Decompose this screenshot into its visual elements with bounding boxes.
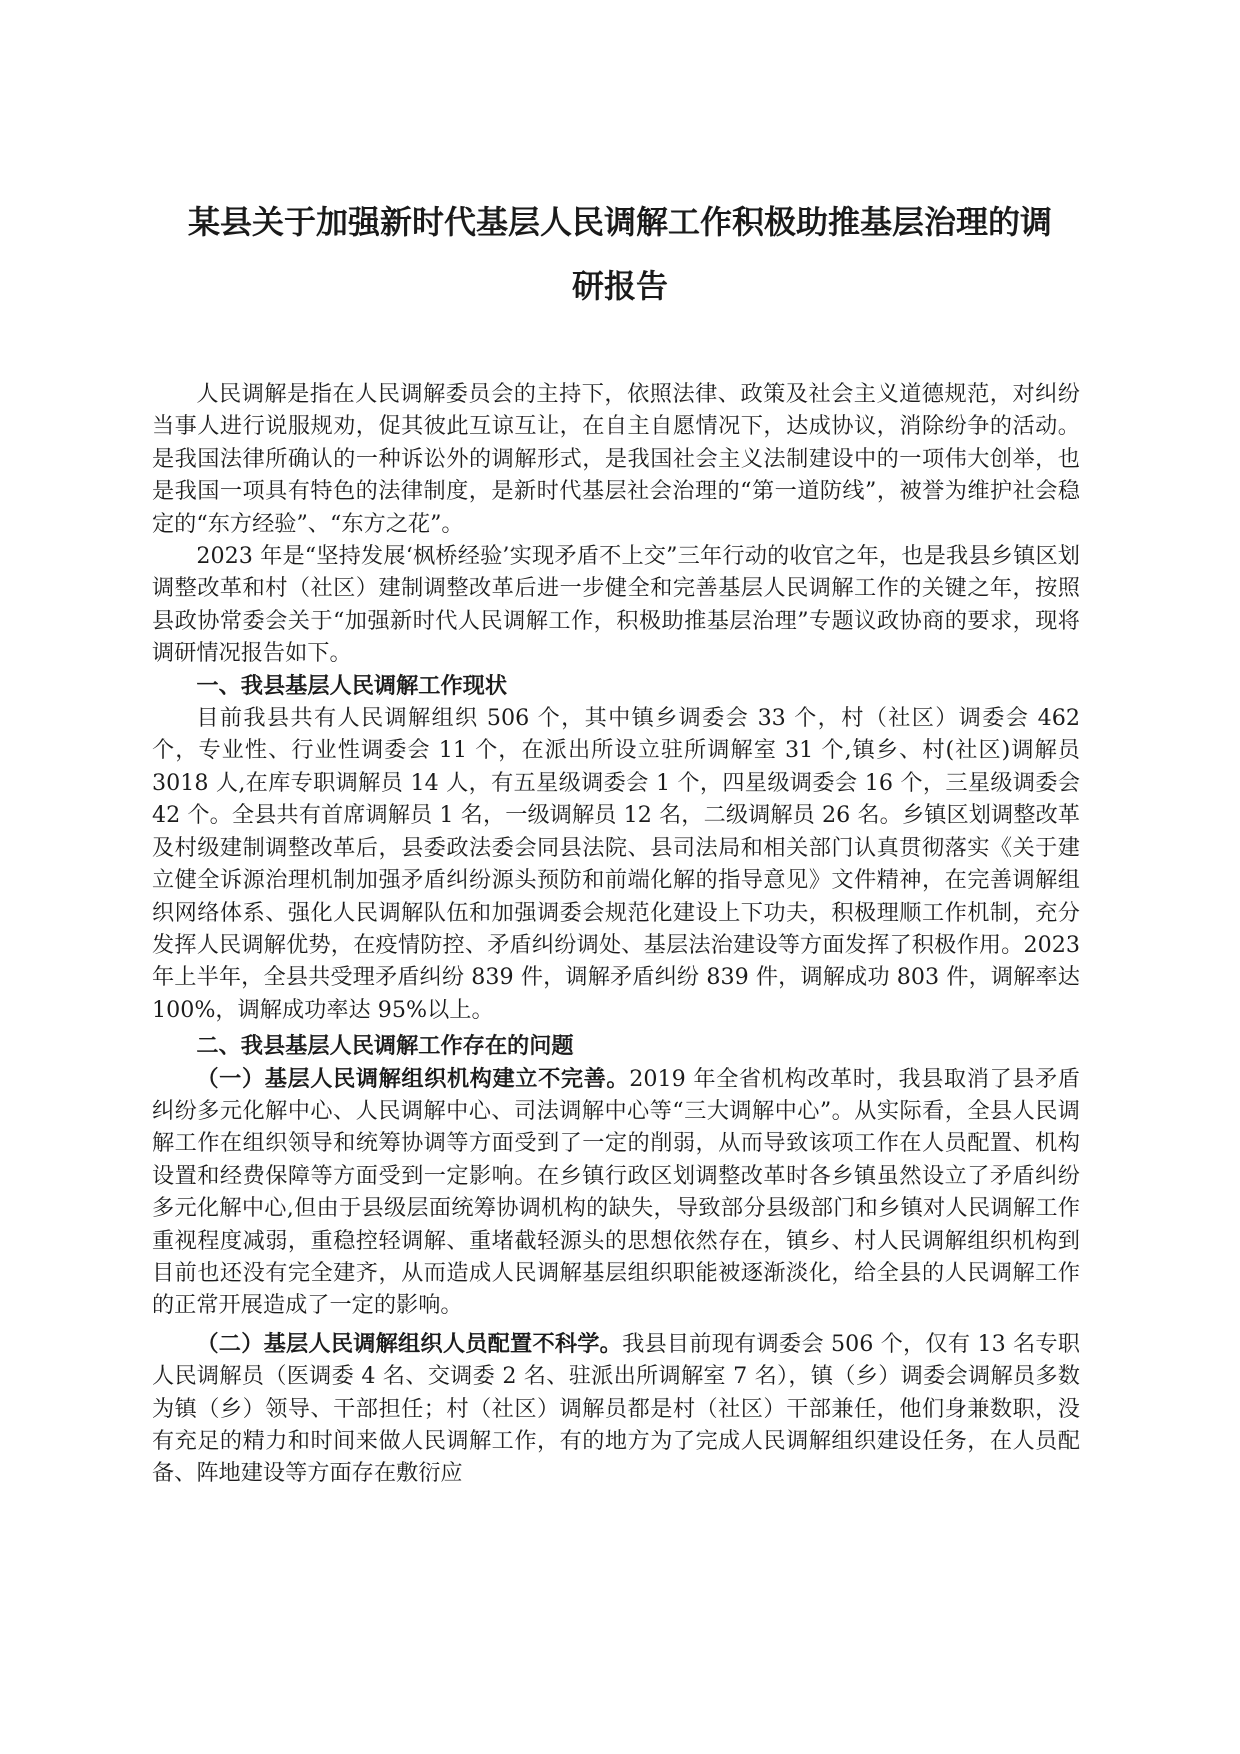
document-body <box>152 378 1080 1490</box>
title-line-2: 研报告 <box>571 267 668 305</box>
paragraph-intro: 人民调解是指在人民调解委员会的主持下，依照法律、政策及社会主义道德规范，对纠纷当事人进行说服规劝，促其彼此互谅互让，在自主自愿情况下，达成协议，消除纷争的活动。是我国法律所确认的一种诉讼外的调解形式，是我国社会主义法制建设中的一项伟大创举，也是我国一项具有特色的法律制度，是新时代基层社会治理的“第一道防线”，被誉为维护社会稳定的“东方经验”、“东方之花”。 <box>152 381 1080 537</box>
paragraph-problem-2 <box>152 1328 1080 1490</box>
title-line-1: 某县关于加强新时代基层人民调解工作积极助推基层治理的调 <box>187 203 1052 241</box>
paragraph-background: 2023 年是“坚持发展‘枫桥经验’实现矛盾不上交”三年行动的收官之年，也是我县乡镇区划调整改革和村（社区）建制调整改革后进一步健全和完善基层人民调解工作的关键之年，按照县政协常委会关于“加强新时代人民调解工作，积极助推基层治理”专题议政协商的要求，现将调研情况报告如下。 <box>152 543 1080 667</box>
paragraph-status: 目前我县共有人民调解组织 506 个，其中镇乡调委会 33 个，村（社区）调委会 462 个，专业性、行业性调委会 11 个，在派出所设立驻所调解室 31 个,镇乡、村(社区)调解员 3018 人,在库专职调解员 14 人，有五星级调委会 1 个，四星级调委会 16 个，三星级调委会 42 个。全县共有首席调解员 1 名，一级调解员 12 名，二级调解员 26 名。乡镇区划调整改革及村级建制调整改革后，县委政法委会同县法院、县司法局和相关部门认真贯彻落实《关于建立健全诉源治理机制加强矛盾纠纷源头预防和前端化解的指导意见》文件精神，在完善调解组织网络体系、强化人民调解队伍和加强调委会规范化建设上下功夫，积极理顺工作机制，充分发挥人民调解优势，在疫情防控、矛盾纠纷调处、基层法治建设等方面发挥了积极作用。2023 年上半年，全县共受理矛盾纠纷 839 件，调解矛盾纠纷 839 件，调解成功 803 件，调解率达 100%，调解成功率达 95%以上。 <box>152 705 1080 1023</box>
problem-2-text: 我县目前现有调委会 506 个，仅有 13 名专职人民调解员（医调委 4 名、交调委 2 名、驻派出所调解室 7 名），镇（乡）调委会调解员多数为镇（乡）领导、干部担任；村（社区）调解员都是村（社区）干部兼任，他们身兼数职，没有充足的精力和时间来做人民调解工作，有的地方为了完成人民调解组织建设任务，在人员配备、阵地建设等方面存在敷衍应 <box>152 1330 1080 1487</box>
problem-1-text: 2019 年全省机构改革时，我县取消了县矛盾纠纷多元化解中心、人民调解中心、司法调解中心等“三大调解中心”。从实际看，全县人民调解工作在组织领导和统筹协调等方面受到了一定的削弱，从而导致该项工作在人员配置、机构设置和经费保障等方面受到一定影响。在乡镇行政区划调整改革时各乡镇虽然设立了矛盾纠纷多元化解中心,但由于县级层面统筹协调机构的缺失，导致部分县级部门和乡镇对人民调解工作重视程度减弱，重稳控轻调解、重堵截轻源头的思想依然存在，镇乡、村人民调解组织机构到目前也还没有完全建齐，从而造成人民调解基层组织职能被逐渐淡化，给全县的人民调解工作的正常开展造成了一定的影响。 <box>152 1065 1080 1319</box>
document-title <box>150 190 1090 318</box>
problem-2-lead: （二）基层人民调解组织人员配置不科学。 <box>196 1330 623 1357</box>
problem-1-lead: （一）基层人民调解组织机构建立不完善。 <box>196 1065 630 1092</box>
section-heading-problems: 二、我县基层人民调解工作存在的问题 <box>196 1033 574 1060</box>
section-heading-status: 一、我县基层人民调解工作现状 <box>196 672 508 699</box>
paragraph-problem-1 <box>152 1063 1080 1322</box>
